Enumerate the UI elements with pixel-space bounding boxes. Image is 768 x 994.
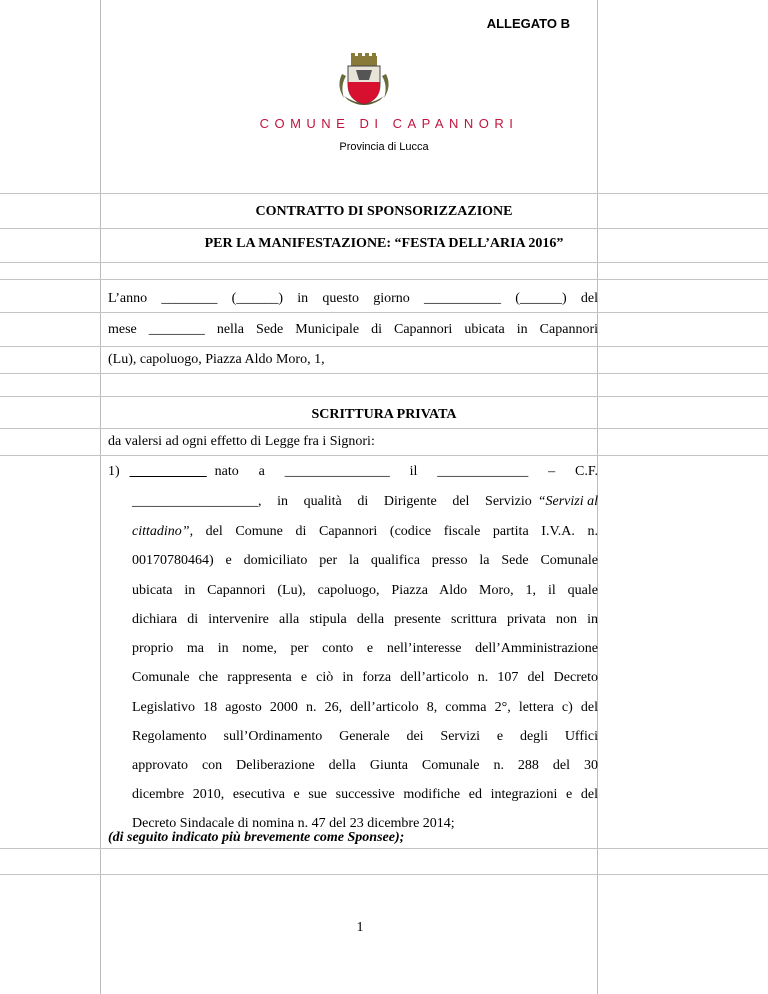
ruled-line [0,396,768,397]
service-name-quote: “Servizi al [537,494,598,509]
service-name-quote-end: cittadino” [132,524,190,539]
party1-line-8: Comunale che rappresenta e ciò in forza dell’articolo n. 107 del Decreto [132,670,598,685]
ruled-line [0,312,768,313]
party1-line-9: Legislativo 18 agosto 2000 n. 26, dell’articolo 8, comma 2°, lettera c) del [132,700,598,715]
party1-line-3 [132,524,598,540]
coat-of-arms-logo [334,52,394,110]
ruled-line [0,428,768,429]
intro-line-1: L’anno ________ (______) in questo giorno ___________ (______) del [108,291,598,306]
ruled-line [0,193,768,194]
name-blank: ___________ [129,464,207,479]
party1-line-4: 00170780464) e domiciliato per la qualifica presso la Sede Comunale [132,553,598,568]
ruled-line [0,346,768,347]
party1-line-7: proprio ma in nome, per conto e nell’interesse dell’Amministrazione [132,641,598,656]
section-lead: da valersi ad ogni effetto di Legge fra i Signori: [108,434,375,449]
party1-line-3-text: , del Comune di Capannori (codice fiscale partita I.V.A. n. [189,524,598,539]
ruled-line [0,262,768,263]
party-number: 1) [108,464,120,479]
ruled-line [0,455,768,456]
municipality-name: COMUNE DI CAPANNORI [259,116,519,131]
party1-line-5: ubicata in Capannori (Lu), capoluogo, Piazza Aldo Moro, 1, il quale [132,583,598,598]
page-number: 1 [356,920,364,935]
ruled-line [0,848,768,849]
contract-title: CONTRATTO DI SPONSORIZZAZIONE [255,204,513,219]
allegato-label: ALLEGATO B [486,16,570,31]
intro-line-3: (Lu), capoluogo, Piazza Aldo Moro, 1, [108,352,325,367]
party1-line-1 [108,464,598,480]
intro-line-2: mese ________ nella Sede Municipale di Capannori ubicata in Capannori [108,322,598,337]
province-name: Provincia di Lucca [339,141,429,153]
contract-subtitle: PER LA MANIFESTAZIONE: “FESTA DELL’ARIA 2016” [204,236,564,251]
ruled-line [0,279,768,280]
birth-details: nato a _______________ il _____________ – C.F. [214,464,598,479]
ruled-line [0,874,768,875]
party1-line-13: Decreto Sindacale di nomina n. 47 del 23 dicembre 2014; [132,816,455,831]
party1-line-11: approvato con Deliberazione della Giunta Comunale n. 288 del 30 [132,758,598,773]
party1-line-6: dichiara di intervenire alla stipula della presente scrittura privata non in [132,612,598,627]
ruled-line [0,373,768,374]
party1-line-10: Regolamento sull’Ordinamento Generale dei Servizi e degli Uffici [132,729,598,744]
party1-line-2 [132,494,598,510]
sponsee-note: (di seguito indicato più brevemente come Sponsee); [108,830,405,845]
section-heading: SCRITTURA PRIVATA [311,407,457,422]
party1-line-2-text: __________________, in qualità di Dirigente del Servizio [132,494,532,509]
ruled-line [0,228,768,229]
party1-line-12: dicembre 2010, esecutiva e sue successive modifiche ed integrazioni e del [132,787,598,802]
